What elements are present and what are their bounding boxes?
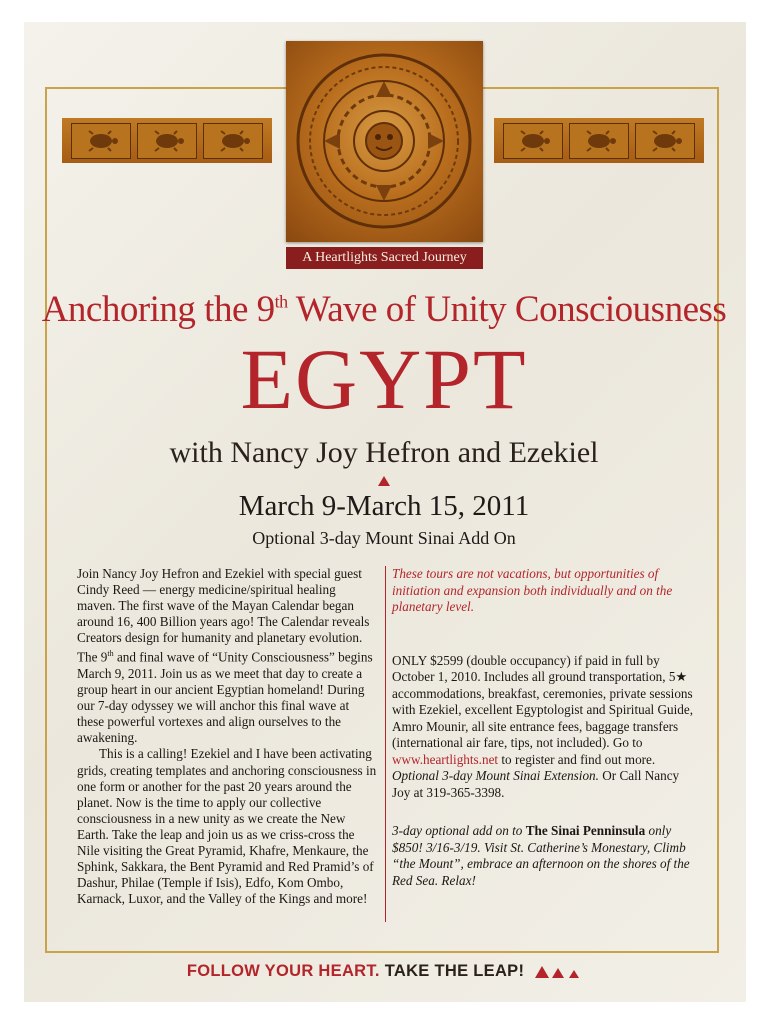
event-dates: March 9-March 15, 2011 xyxy=(238,490,530,522)
column-divider xyxy=(385,566,386,922)
pricing-phone: Or Call Nancy Joy at 319-365-3398. xyxy=(392,768,680,800)
pricing-text-b: to register and find out more. xyxy=(498,751,656,767)
footer-slogan xyxy=(40,962,728,981)
website-link[interactable]: www.heartlights.net xyxy=(392,751,499,767)
intro-paragraph xyxy=(77,566,377,746)
pricing-text-a: ONLY $2599 (double occupancy) if paid in full by October 1, 2010. Includes all ground transportation, 5★ accommodations, breakfast, ceremonies, private sessions with Ezekiel, excellent Egyptologist and Spiritual Guide, Amro Mounir, all site entrance fees, baggage transfers (international air fare, tips, not included). Go to xyxy=(392,652,694,750)
pricing-paragraph xyxy=(392,653,694,802)
tours-statement: These tours are not vacations, but opportunities of initiation and expansion both individually and on the planetary level. xyxy=(392,566,673,614)
sinai-bold: The Sinai Penninsula xyxy=(525,823,646,838)
turtle-glyph-icon xyxy=(503,123,563,159)
left-ornament-strip xyxy=(62,118,272,163)
left-column xyxy=(77,566,377,907)
turtle-glyph-icon xyxy=(203,123,263,159)
turtle-glyph-icon xyxy=(137,123,197,159)
headline-pre: Anchoring the 9 xyxy=(41,289,275,330)
sinai-text-b: only $850! 3/16-3/19. Visit St. Catherine’s Monestary, Climb “the Mount”, embrace an afternoon on the shores of the Red Sea. Relax! xyxy=(392,823,690,888)
headline xyxy=(40,288,728,331)
right-column xyxy=(392,566,694,889)
turtle-glyph-icon xyxy=(71,123,131,159)
intro-text-a: Join Nancy Joy Hefron and Ezekiel with special guest Cindy Reed — energy medicine/spiritual healing maven. The first wave of the Mayan Calendar began around 16, 400 Billion years ago! The Calendar reveals Creators design for humanity and planetary evolution. The 9 xyxy=(77,566,370,665)
headline-post: Wave of Unity Consciousness xyxy=(287,289,727,330)
pricing-extension-note: Optional 3-day Mount Sinai Extension. xyxy=(392,768,599,783)
addon-subtitle: Optional 3-day Mount Sinai Add On xyxy=(252,528,516,548)
triangle-ornament-icon xyxy=(378,476,390,486)
mayan-calendar-stone-icon xyxy=(286,41,483,242)
headline-sup: th xyxy=(274,291,288,312)
triple-triangle-icon xyxy=(535,965,581,979)
right-ornament-strip xyxy=(494,118,704,163)
page-title: EGYPT xyxy=(240,331,528,427)
sinai-paragraph xyxy=(392,823,694,889)
sinai-text-a: 3-day optional add on to xyxy=(392,823,526,838)
footer-part1: FOLLOW YOUR HEART. xyxy=(186,962,380,980)
turtle-glyph-icon xyxy=(635,123,695,159)
tagline-banner: A Heartlights Sacred Journey xyxy=(286,247,483,269)
calling-paragraph: This is a calling! Ezekiel and I have been activating grids, creating templates and anchoring consciousness in one form or another for the past 20 years around the planet. Now is the time to apply our collective consciousness in a new unity as we create the New Earth. Take the leap and join us as we criss-cross the Nile visiting the Great Pyramid, Khafre, Menkaure, the Sphink, Sakkara, the Bent Pyramid and Red Pramid’s of Dashur, Philae (Temple if Isis), Edfo, Kom Ombo, Karnack, Luxor, and the Valley of the Kings and more! xyxy=(77,746,377,907)
intro-sup: th xyxy=(107,649,114,659)
intro-text-b: and final wave of “Unity Consciousness” begins March 9, 2011. Join us as we meet that day to create a group heart in our ancient Egyptian homeland! During our 7-day odyssey we will anchor this final wave at these powerful vortexes and align ourselves to the awakening. xyxy=(77,649,373,746)
mayan-calendar-image xyxy=(286,41,483,242)
hosts-line: with Nancy Joy Hefron and Ezekiel xyxy=(169,436,599,469)
turtle-glyph-icon xyxy=(569,123,629,159)
footer-part2: TAKE THE LEAP! xyxy=(379,962,525,980)
